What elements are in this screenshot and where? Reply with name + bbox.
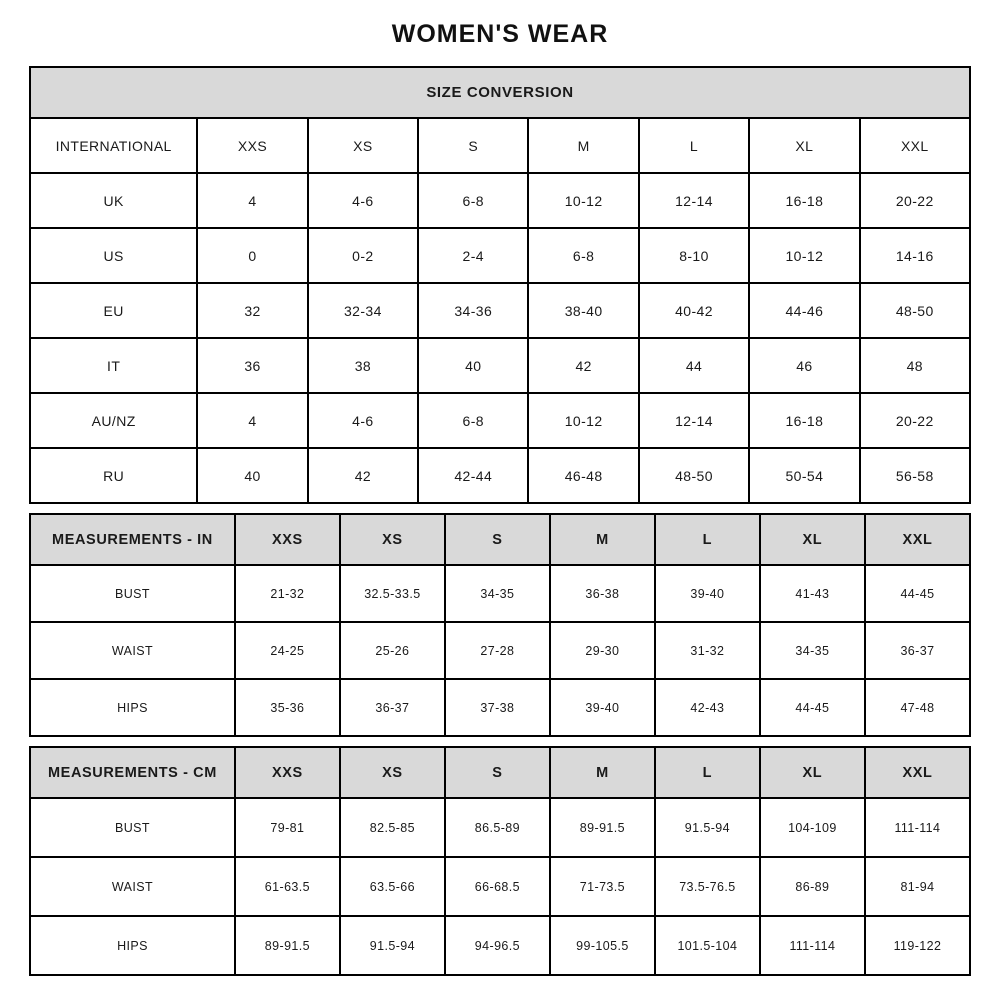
- cell: 27-28: [445, 622, 550, 679]
- cell: 32-34: [308, 283, 418, 338]
- cell: 47-48: [865, 679, 970, 736]
- cell: 25-26: [340, 622, 445, 679]
- cell: 86-89: [760, 857, 865, 916]
- cell: 66-68.5: [445, 857, 550, 916]
- cell: 36: [197, 338, 307, 393]
- cell: 44-45: [865, 565, 970, 622]
- cell: 71-73.5: [550, 857, 655, 916]
- cell: 63.5-66: [340, 857, 445, 916]
- cell: 29-30: [550, 622, 655, 679]
- cell: 14-16: [860, 228, 970, 283]
- cell: 12-14: [639, 173, 749, 228]
- cell: 38: [308, 338, 418, 393]
- table-row: [30, 916, 970, 975]
- column-header: XL: [760, 514, 865, 565]
- cell: 91.5-94: [655, 798, 760, 857]
- cell: 86.5-89: [445, 798, 550, 857]
- cell: 31-32: [655, 622, 760, 679]
- page-title: WOMEN'S WEAR: [391, 20, 609, 48]
- size-conversion-header-row: [30, 67, 970, 118]
- cell: 39-40: [550, 679, 655, 736]
- cell: 56-58: [860, 448, 970, 503]
- cell: 21-32: [235, 565, 340, 622]
- cell: L: [639, 118, 749, 173]
- row-label: UK: [30, 173, 197, 228]
- column-header: L: [655, 514, 760, 565]
- cell: 42: [528, 338, 638, 393]
- cell: 44-45: [760, 679, 865, 736]
- cell: 20-22: [860, 393, 970, 448]
- cell: 94-96.5: [445, 916, 550, 975]
- column-header: XXL: [865, 747, 970, 798]
- size-conversion-title: SIZE CONVERSION: [30, 67, 970, 118]
- cell: 46-48: [528, 448, 638, 503]
- row-label: BUST: [30, 798, 235, 857]
- cell: XS: [308, 118, 418, 173]
- measurements-cm-title: MEASUREMENTS - CM: [30, 747, 235, 798]
- cell: 0: [197, 228, 307, 283]
- cell: 40: [418, 338, 528, 393]
- table-row: [30, 622, 970, 679]
- cell: 10-12: [528, 393, 638, 448]
- cell: 4: [197, 393, 307, 448]
- row-label: HIPS: [30, 916, 235, 975]
- table-row: [30, 679, 970, 736]
- cell: 42-43: [655, 679, 760, 736]
- column-header: M: [550, 514, 655, 565]
- cell: 44: [639, 338, 749, 393]
- cell: 91.5-94: [340, 916, 445, 975]
- cell: 46: [749, 338, 859, 393]
- cell: 44-46: [749, 283, 859, 338]
- column-header: XXL: [865, 514, 970, 565]
- cell: 81-94: [865, 857, 970, 916]
- measurements-in-table: [29, 513, 971, 737]
- cell: 4: [197, 173, 307, 228]
- column-header: S: [445, 514, 550, 565]
- table-row: [30, 393, 970, 448]
- cell: 41-43: [760, 565, 865, 622]
- cell: 8-10: [639, 228, 749, 283]
- cell: 42-44: [418, 448, 528, 503]
- row-label: WAIST: [30, 622, 235, 679]
- cell: 35-36: [235, 679, 340, 736]
- table-row: [30, 338, 970, 393]
- column-header: XS: [340, 514, 445, 565]
- cell: 20-22: [860, 173, 970, 228]
- cell: 40: [197, 448, 307, 503]
- cell: 10-12: [749, 228, 859, 283]
- cell: 2-4: [418, 228, 528, 283]
- cell: 24-25: [235, 622, 340, 679]
- column-header: L: [655, 747, 760, 798]
- cell: 6-8: [418, 173, 528, 228]
- cell: 6-8: [418, 393, 528, 448]
- cell: 40-42: [639, 283, 749, 338]
- row-label: HIPS: [30, 679, 235, 736]
- cell: 79-81: [235, 798, 340, 857]
- cell: 89-91.5: [550, 798, 655, 857]
- column-header: XS: [340, 747, 445, 798]
- cell: 4-6: [308, 393, 418, 448]
- cell: 6-8: [528, 228, 638, 283]
- cell: 119-122: [865, 916, 970, 975]
- cell: 37-38: [445, 679, 550, 736]
- cell: 48-50: [639, 448, 749, 503]
- cell: 16-18: [749, 393, 859, 448]
- measurements-in-header-row: [30, 514, 970, 565]
- column-header: M: [550, 747, 655, 798]
- cell: 16-18: [749, 173, 859, 228]
- row-label: WAIST: [30, 857, 235, 916]
- cell: 32.5-33.5: [340, 565, 445, 622]
- column-header: XXS: [235, 514, 340, 565]
- cell: 99-105.5: [550, 916, 655, 975]
- cell: 48: [860, 338, 970, 393]
- size-conversion-table: [29, 66, 971, 504]
- table-row: [30, 448, 970, 503]
- cell: 48-50: [860, 283, 970, 338]
- column-header: XL: [760, 747, 865, 798]
- cell: 38-40: [528, 283, 638, 338]
- cell: XL: [749, 118, 859, 173]
- table-row: [30, 283, 970, 338]
- column-header: S: [445, 747, 550, 798]
- cell: S: [418, 118, 528, 173]
- cell: 82.5-85: [340, 798, 445, 857]
- cell: XXS: [197, 118, 307, 173]
- column-header: XXS: [235, 747, 340, 798]
- table-row: [30, 798, 970, 857]
- cell: XXL: [860, 118, 970, 173]
- cell: 0-2: [308, 228, 418, 283]
- row-label: IT: [30, 338, 197, 393]
- row-label: US: [30, 228, 197, 283]
- cell: 36-38: [550, 565, 655, 622]
- cell: 34-36: [418, 283, 528, 338]
- row-label: BUST: [30, 565, 235, 622]
- table-row: [30, 565, 970, 622]
- cell: 34-35: [760, 622, 865, 679]
- cell: 4-6: [308, 173, 418, 228]
- cell: 101.5-104: [655, 916, 760, 975]
- cell: M: [528, 118, 638, 173]
- cell: 34-35: [445, 565, 550, 622]
- row-label: EU: [30, 283, 197, 338]
- table-row: [30, 228, 970, 283]
- cell: 73.5-76.5: [655, 857, 760, 916]
- cell: 39-40: [655, 565, 760, 622]
- cell: 42: [308, 448, 418, 503]
- cell: 10-12: [528, 173, 638, 228]
- row-label: INTERNATIONAL: [30, 118, 197, 173]
- measurements-cm-header-row: [30, 747, 970, 798]
- measurements-cm-table: [29, 746, 971, 976]
- cell: 89-91.5: [235, 916, 340, 975]
- cell: 104-109: [760, 798, 865, 857]
- row-label: AU/NZ: [30, 393, 197, 448]
- measurements-in-title: MEASUREMENTS - IN: [30, 514, 235, 565]
- cell: 111-114: [760, 916, 865, 975]
- table-row: [30, 118, 970, 173]
- cell: 61-63.5: [235, 857, 340, 916]
- table-row: [30, 173, 970, 228]
- row-label: RU: [30, 448, 197, 503]
- cell: 50-54: [749, 448, 859, 503]
- cell: 36-37: [340, 679, 445, 736]
- cell: 12-14: [639, 393, 749, 448]
- cell: 32: [197, 283, 307, 338]
- cell: 111-114: [865, 798, 970, 857]
- table-row: [30, 857, 970, 916]
- cell: 36-37: [865, 622, 970, 679]
